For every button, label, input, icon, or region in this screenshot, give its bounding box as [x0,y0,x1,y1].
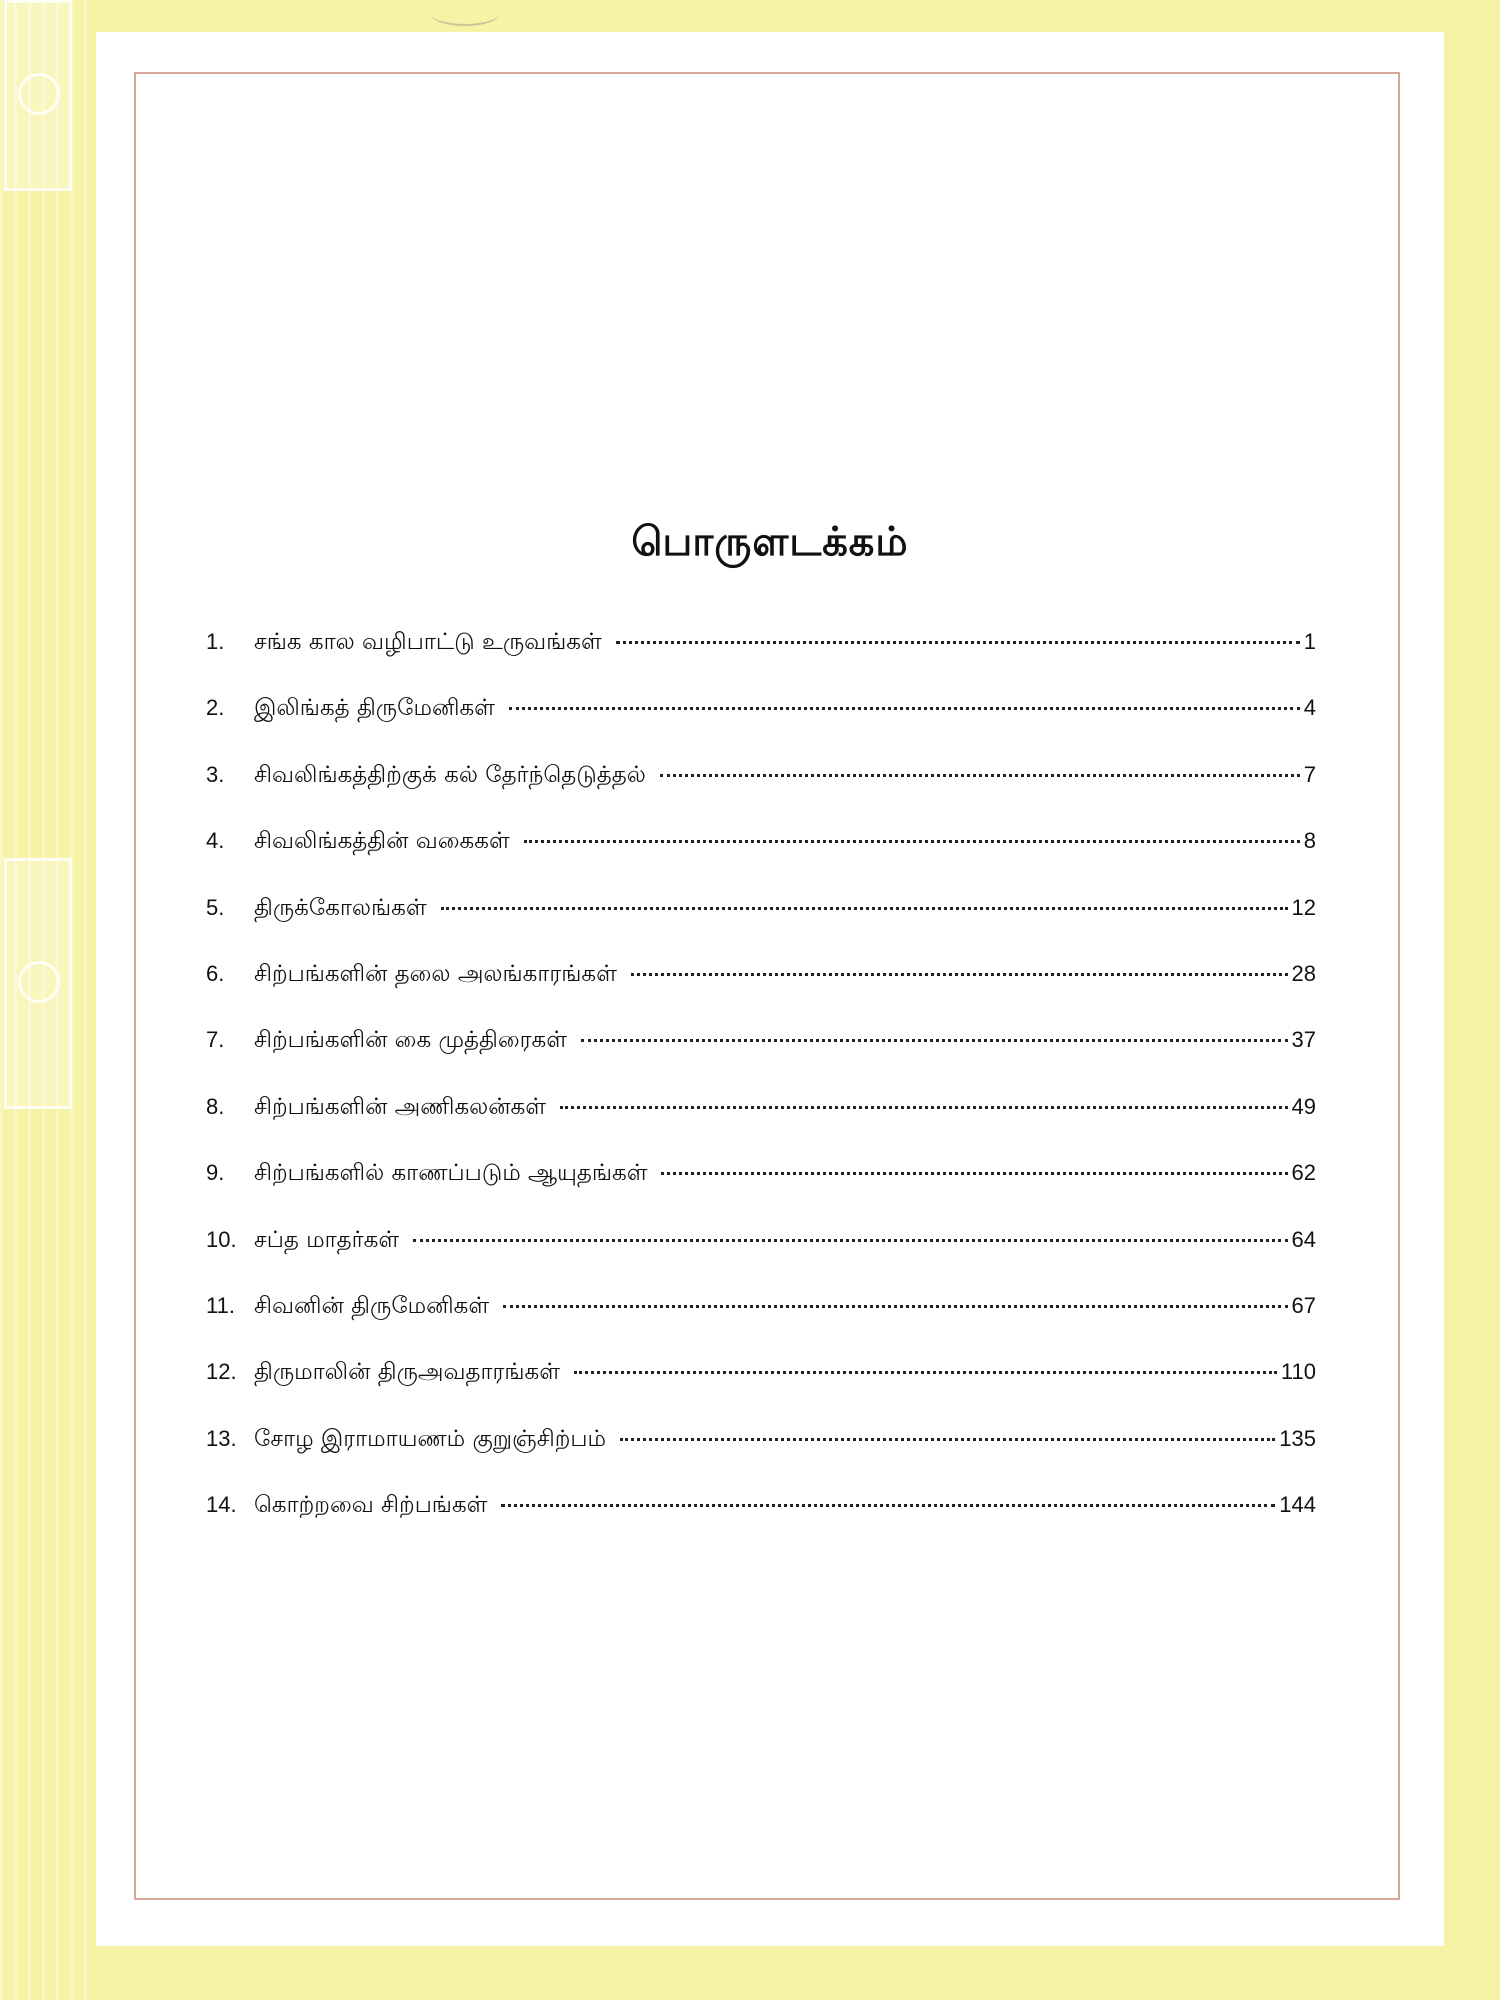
toc-entry [206,1426,1316,1492]
toc-entry-title: இலிங்கத் திருமேனிகள் [254,695,495,722]
toc-entry-page: 144 [1279,1492,1316,1518]
page-curl-mark [430,0,500,26]
rosette-icon [18,73,60,115]
toc-entry [206,1359,1316,1425]
toc-entry-title: கொற்றவை சிற்பங்கள் [254,1492,488,1519]
toc-entry-title: சிற்பங்களின் அணிகலன்கள் [254,1093,547,1120]
toc-entry-page: 110 [1280,1359,1316,1385]
toc-entry-page: 64 [1291,1226,1316,1252]
toc-entry-title: திருமாலின் திருஅவதாரங்கள் [254,1359,560,1386]
toc-entry-number: 4. [206,828,225,854]
toc-leader-dots [631,973,1288,976]
toc-entry-page: 135 [1279,1425,1316,1451]
toc-entry-title: சங்க கால வழிபாட்டு உருவங்கள் [254,629,602,655]
toc-entry-number: 12. [206,1359,237,1385]
toc-entry-page: 37 [1291,1027,1316,1053]
toc-leader-dots [661,1172,1287,1175]
toc-entry-page: 67 [1291,1292,1316,1318]
toc-entry-page: 62 [1291,1160,1316,1186]
toc-entry-page: 12 [1291,894,1316,920]
toc-entry [206,1094,1316,1160]
toc-entry-number: 1. [206,629,225,654]
toc-entry-title: சப்த மாதர்கள் [254,1226,400,1253]
toc-entry [206,1293,1316,1359]
toc-entry-number: 5. [206,894,225,920]
toc-leader-dots [413,1239,1287,1242]
toc-entry-page: 49 [1291,1093,1316,1119]
toc-entry-title: திருக்கோலங்கள் [254,894,427,921]
toc-entry-number: 3. [206,761,225,787]
toc-entry-number: 14. [206,1492,237,1518]
toc-leader-dots [441,907,1288,910]
toc-entry-title: சோழ இராமாயணம் குறுஞ்சிற்பம் [254,1425,607,1452]
toc-entry [206,895,1316,961]
toc-leader-dots [501,1504,1275,1507]
toc-entry-number: 2. [206,695,225,721]
toc-entry [206,629,1316,695]
toc-leader-dots [620,1438,1275,1441]
toc-entry [206,1160,1316,1226]
toc-entry-title: சிவலிங்கத்தின் வகைகள் [254,828,510,855]
toc-entry-title: சிவனின் திருமேனிகள் [254,1292,490,1319]
toc-entry [206,762,1316,828]
toc-entry-number: 13. [206,1425,237,1451]
toc-entry-number: 6. [206,960,225,986]
toc-leader-dots [560,1106,1287,1109]
toc-entry-number: 7. [206,1027,225,1053]
toc-entry-number: 10. [206,1226,237,1252]
toc-entry [206,1492,1316,1558]
toc-entry-number: 11. [206,1292,235,1318]
toc-leader-dots [509,707,1300,710]
toc-entry-page: 1 [1303,629,1316,654]
toc-entry-title: சிற்பங்களின் கை முத்திரைகள் [254,1027,567,1054]
toc-entry-page: 4 [1303,695,1316,721]
toc-entry-title: சிற்பங்களின் தலை அலங்காரங்கள் [254,960,617,987]
table-of-contents [206,629,1316,1558]
toc-leader-dots [574,1371,1277,1374]
toc-leader-dots [660,774,1300,777]
toc-entry-title: சிற்பங்களில் காணப்படும் ஆயுதங்கள் [254,1160,648,1187]
ornament-panel-top [4,0,72,191]
toc-entry-page: 28 [1291,960,1316,986]
toc-leader-dots [581,1039,1288,1042]
toc-entry-page: 8 [1303,828,1316,854]
toc-entry-title: சிவலிங்கத்திற்குக் கல் தேர்ந்தெடுத்தல் [254,761,646,788]
toc-leader-dots [616,641,1300,644]
ornament-panel-middle [4,858,72,1109]
toc-entry [206,828,1316,894]
document-page [96,32,1444,1946]
rosette-icon [18,961,60,1003]
toc-leader-dots [503,1305,1287,1308]
toc-entry-number: 8. [206,1093,225,1119]
toc-entry [206,961,1316,1027]
page-title: பொருளடக்கம் [631,518,909,565]
toc-entry-number: 9. [206,1160,225,1186]
toc-entry [206,1227,1316,1293]
toc-entry [206,1027,1316,1093]
toc-leader-dots [524,840,1300,843]
toc-entry [206,695,1316,761]
toc-entry-page: 7 [1303,761,1316,787]
